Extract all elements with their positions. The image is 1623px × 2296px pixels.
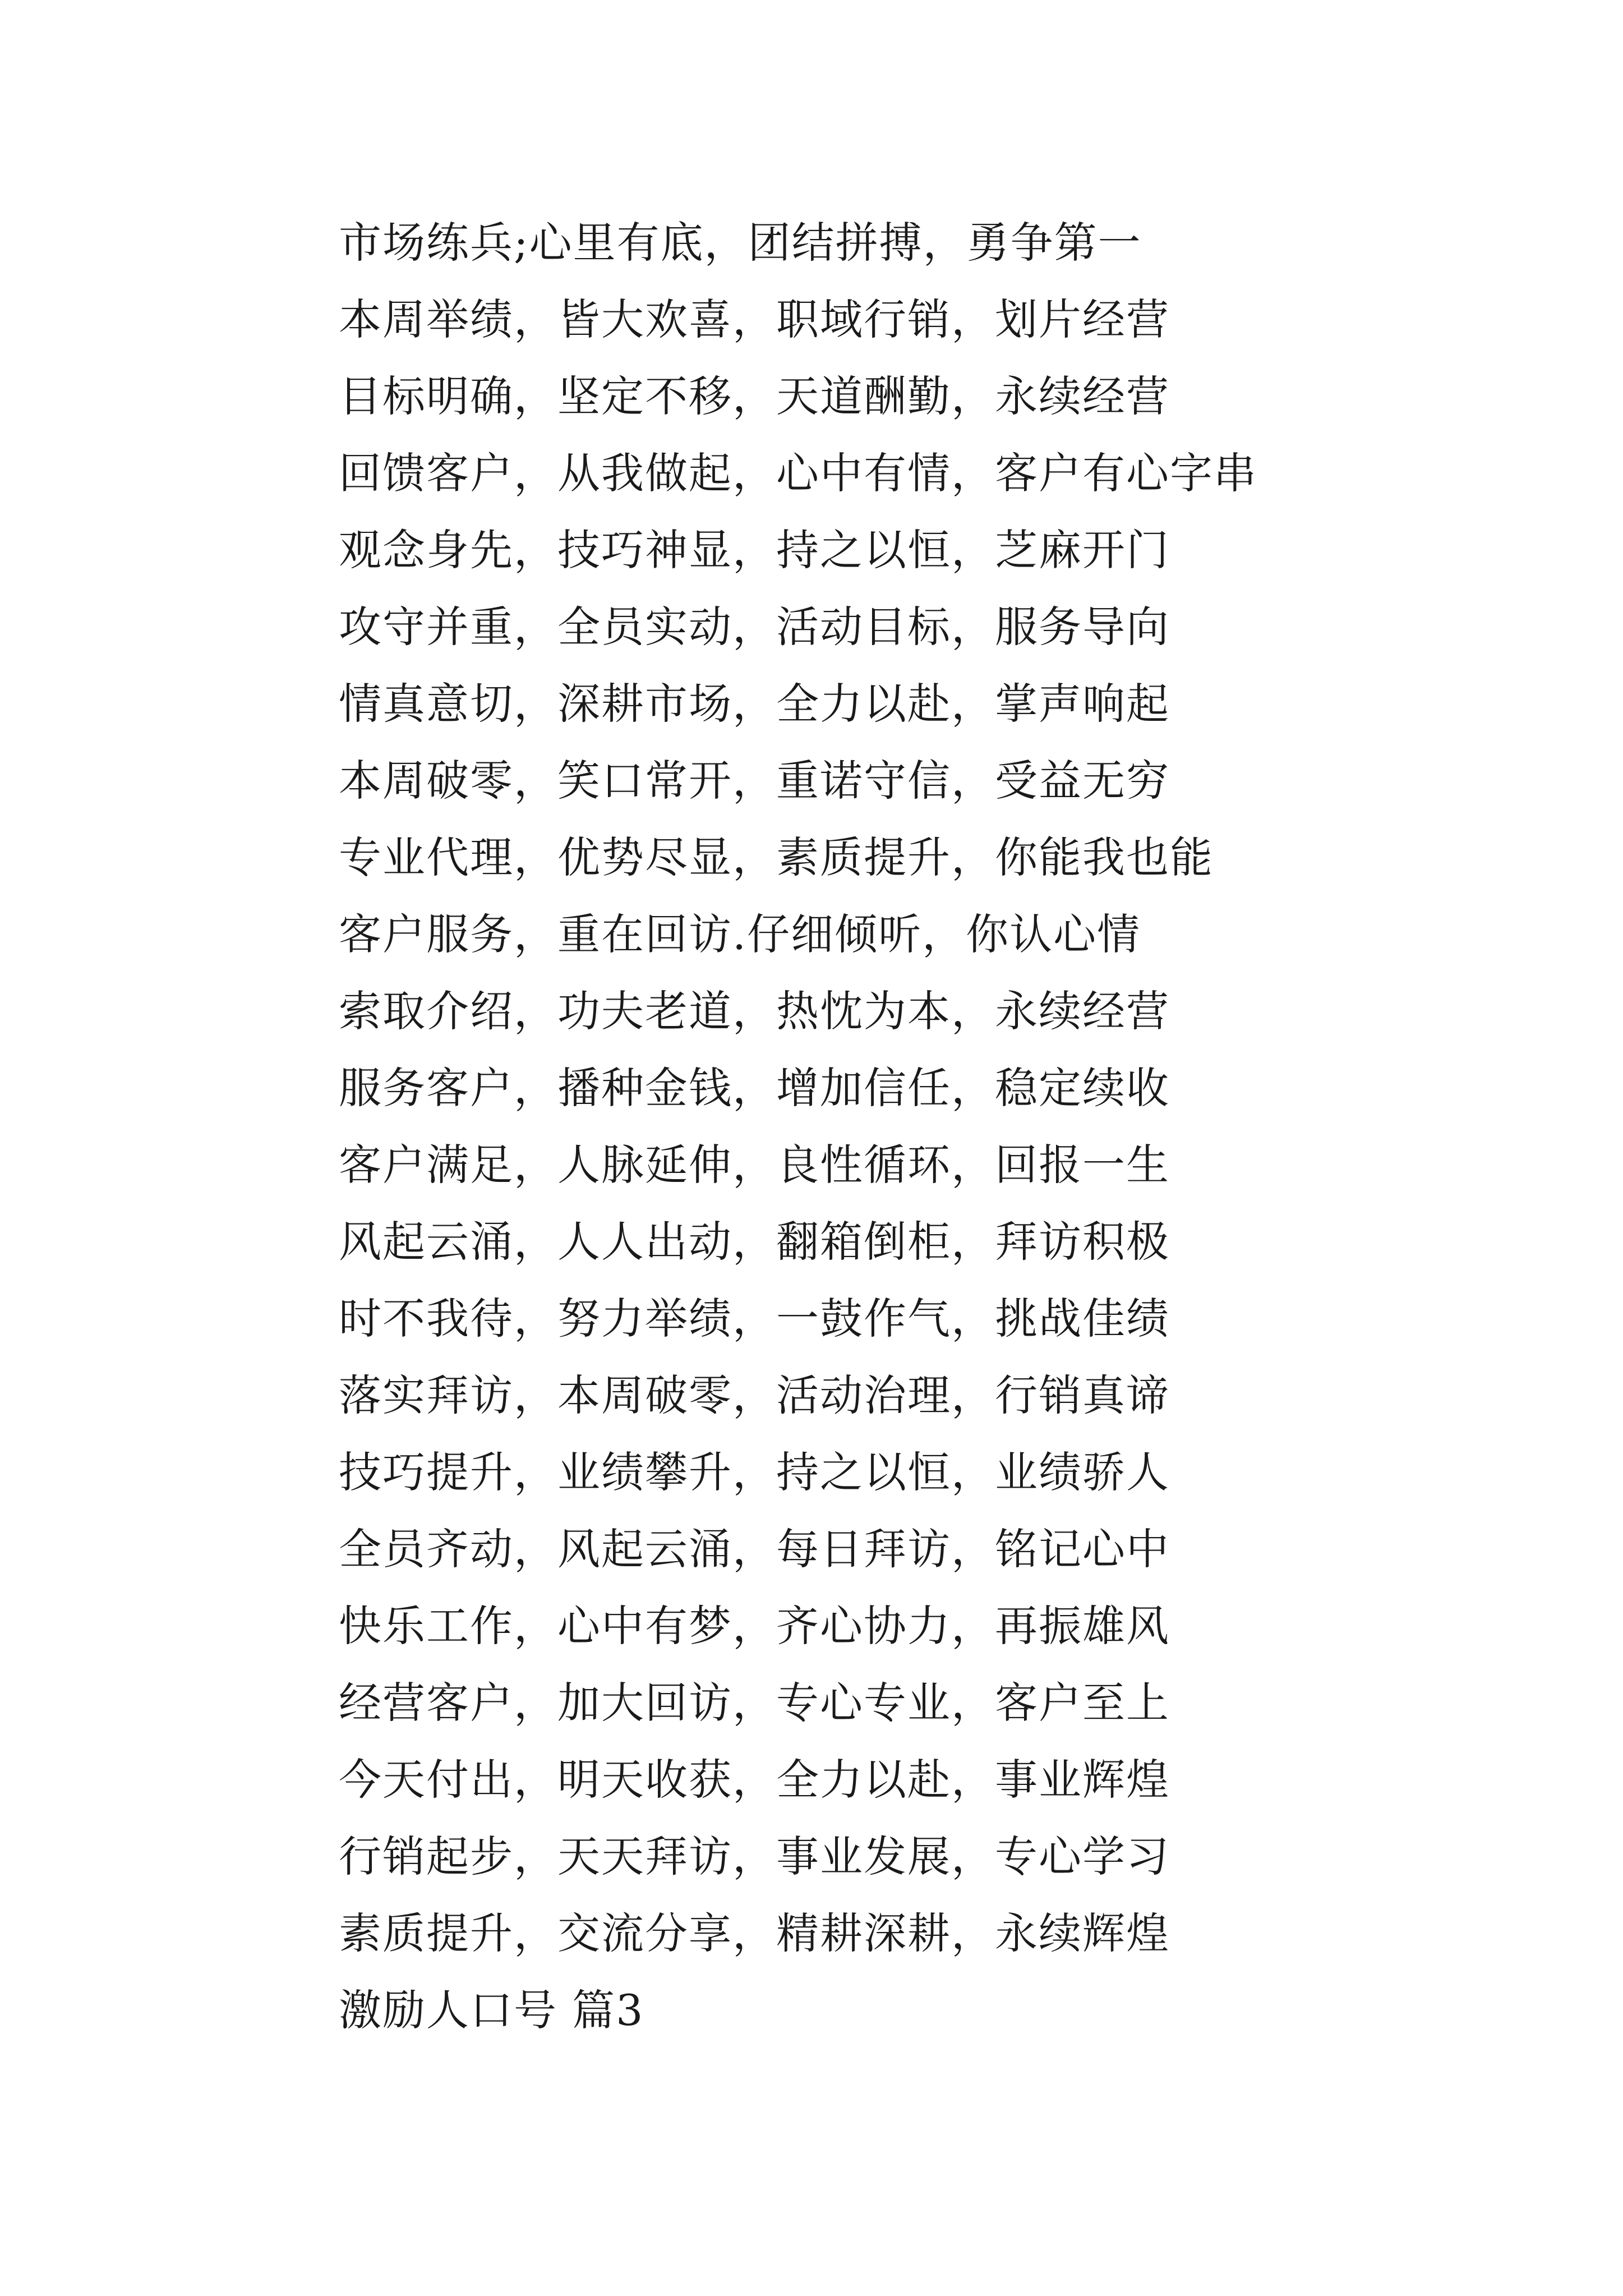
slogan-line: 目标明确，坚定不移，天道酬勤，永续经营 bbox=[339, 371, 1170, 421]
slogan-line: 风起云涌，人人出动，翻箱倒柜，拜访积极 bbox=[339, 1217, 1170, 1267]
slogan-line: 素质提升，交流分享，精耕深耕，永续辉煌 bbox=[339, 1908, 1170, 1958]
slogan-line: 情真意切，深耕市场，全力以赴，掌声响起 bbox=[339, 679, 1170, 729]
slogan-line: 专业代理，优势尽显，素质提升，你能我也能 bbox=[339, 832, 1214, 882]
slogan-line: 快乐工作，心中有梦，齐心协力，再振雄风 bbox=[339, 1601, 1170, 1651]
slogan-line: 观念身先，技巧神显，持之以恒，芝麻开门 bbox=[339, 525, 1170, 575]
slogan-line: 市场练兵;心里有底，团结拼搏，勇争第一 bbox=[339, 218, 1142, 268]
slogan-line: 今天付出，明天收获，全力以赴，事业辉煌 bbox=[339, 1755, 1170, 1805]
section-heading: 激励人口号 篇3 bbox=[339, 1985, 644, 2035]
slogan-line: 客户服务，重在回访.仔细倾听，你认心情 bbox=[339, 909, 1141, 959]
slogan-line: 索取介绍，功夫老道，热忱为本，永续经营 bbox=[339, 986, 1170, 1036]
slogan-list bbox=[339, 204, 1516, 2049]
slogan-line: 攻守并重，全员实动，活动目标，服务导向 bbox=[339, 602, 1170, 652]
slogan-line: 服务客户，播种金钱，增加信任，稳定续收 bbox=[339, 1063, 1170, 1113]
slogan-line: 经营客户，加大回访，专心专业，客户至上 bbox=[339, 1678, 1170, 1728]
slogan-line: 全员齐动，风起云涌，每日拜访，铭记心中 bbox=[339, 1524, 1170, 1574]
slogan-line: 时不我待，努力举绩，一鼓作气，挑战佳绩 bbox=[339, 1294, 1170, 1343]
slogan-line: 客户满足，人脉延伸，良性循环，回报一生 bbox=[339, 1140, 1170, 1190]
slogan-line: 行销起步，天天拜访，事业发展，专心学习 bbox=[339, 1832, 1170, 1881]
slogan-line: 落实拜访，本周破零，活动治理，行销真谛 bbox=[339, 1370, 1170, 1420]
slogan-line: 技巧提升，业绩攀升，持之以恒，业绩骄人 bbox=[339, 1447, 1170, 1497]
slogan-line: 本周举绩，皆大欢喜，职域行销，划片经营 bbox=[339, 295, 1170, 344]
slogan-line: 本周破零，笑口常开，重诺守信，受益无穷 bbox=[339, 756, 1170, 806]
slogan-line: 回馈客户，从我做起，心中有情，客户有心字串 bbox=[339, 448, 1257, 498]
